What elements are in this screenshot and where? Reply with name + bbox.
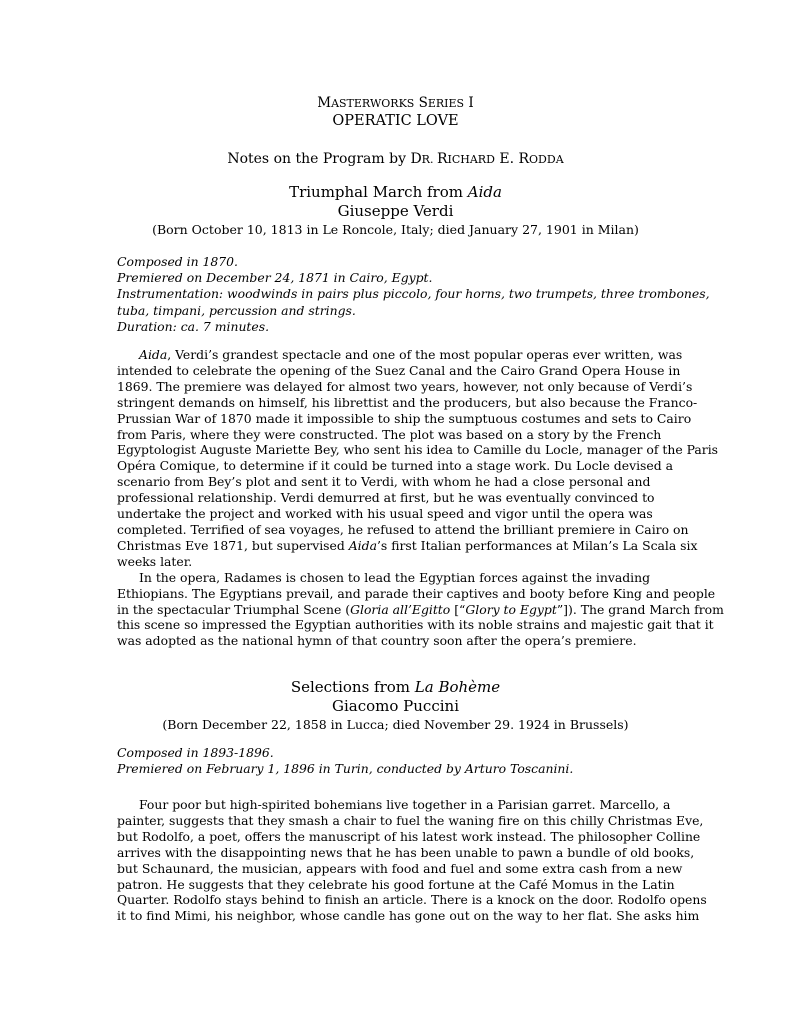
text-line: was adopted as the national hymn of that country soon after the opera’s premiere. — [117, 633, 637, 649]
text-line: undertake the project and worked with his usual speed and vigor until the opera was — [117, 506, 653, 522]
text-line: intended to celebrate the opening of the Suez Canal and the Cairo Grand Opera House in — [117, 362, 681, 378]
text-line: patron. He suggests that they celebrate his good fortune at the Café Momus in the Latin — [117, 876, 675, 892]
fact-line: Duration: ca. 7 minutes. — [117, 318, 270, 334]
composer-name: Giacomo Puccini — [332, 697, 459, 715]
text-line: completed. Terrified of sea voyages, he refused to attend the brilliant premiere in Cairo on — [117, 521, 689, 537]
fact-line: Composed in 1870. — [117, 254, 238, 269]
piece-heading-aida — [0, 182, 791, 238]
text-line: Ethiopians. The Egyptians prevail, and parade their captives and booty before King and people — [117, 585, 716, 601]
text-line: but Rodolfo, a poet, offers the manuscript of his latest work instead. The philosopher Colline — [117, 828, 701, 844]
fact-line: Instrumentation: woodwinds in pairs plus piccolo, four horns, two trumpets, three trombones, — [117, 286, 710, 302]
text-line: Aida, Verdi’s grandest spectacle and one of the most popular operas ever written, was — [139, 347, 683, 362]
composer-name: Giuseppe Verdi — [337, 202, 454, 220]
piece-title: Selections from La Bohème — [290, 678, 501, 696]
text-line: 1869. The premiere was delayed for almost two years, however, not only because of Verdi’s — [117, 378, 693, 394]
text-line: but Schaunard, the musician, appears with food and fuel and some extra cash from a new — [117, 860, 683, 876]
piece-facts-boheme — [117, 745, 717, 777]
text-line: weeks later. — [117, 553, 193, 569]
piece-title: Triumphal March from Aida — [289, 183, 502, 201]
text-line: from Paris, where they were constructed. The plot was based on a story by the French — [117, 426, 662, 442]
text-line: Egyptologist Auguste Mariette Bey, who sent his idea to Camille du Locle, manager of the Paris — [117, 442, 719, 458]
text-line: it to find Mimi, his neighbor, whose candle has gone out on the way to her flat. She asks him — [117, 908, 700, 924]
text-line: stringent demands on himself, his librettist and the producers, but also because the Franco- — [117, 394, 698, 410]
text-line: Christmas Eve 1871, but supervised Aida’s first Italian performances at Milan’s La Scala six — [117, 537, 698, 553]
text-line: in the spectacular Triumphal Scene (Gloria all’Egitto [“Glory to Egypt”]). The grand March from — [117, 601, 724, 617]
text-line: scenario from Bey’s plot and sent it to Verdi, with whom he had a close personal and — [117, 474, 651, 490]
concert-title: OPERATIC LOVE — [332, 113, 459, 129]
fact-line: Composed in 1893-1896. — [117, 745, 274, 760]
composer-dates: (Born December 22, 1858 in Lucca; died November 29. 1924 in Brussels) — [162, 717, 629, 732]
fact-line: Premiered on December 24, 1871 in Cairo, Egypt. — [117, 270, 433, 286]
text-line: this scene so impressed the Egyptian authorities with its noble strains and majestic gait that it — [117, 617, 714, 633]
fact-line: Premiered on February 1, 1896 in Turin, conducted by Arturo Toscanini. — [117, 761, 574, 777]
piece-heading-boheme — [0, 677, 791, 733]
text-line: In the opera, Radames is chosen to lead the Egyptian forces against the invading — [139, 569, 651, 585]
series-heading: MASTERWORKS SERIES I — [317, 95, 474, 111]
piece-facts-aida — [117, 254, 717, 335]
composer-dates: (Born October 10, 1813 in Le Roncole, Italy; died January 27, 1901 in Milan) — [152, 222, 639, 237]
text-line: painter, suggests that they smash a chair to fuel the waning fire on this chilly Christmas Eve, — [117, 812, 704, 828]
text-line: Prussian War of 1870 made it impossible to ship the sumptuous costumes and sets to Cairo — [117, 410, 692, 426]
text-line: Opéra Comique, to determine if it could be turned into a stage work. Du Locle devised a — [117, 458, 673, 474]
text-line: Quarter. Rodolfo stays behind to finish an article. There is a knock on the door. Rodolfo opens — [117, 892, 707, 908]
program-note-aida — [117, 347, 725, 649]
program-note-boheme — [117, 797, 725, 924]
text-line: Four poor but high-spirited bohemians live together in a Parisian garret. Marcello, a — [139, 797, 671, 812]
fact-line: tuba, timpani, percussion and strings. — [117, 302, 356, 318]
program-notes-byline: Notes on the Program by DR. RICHARD E. RODDA — [227, 151, 564, 167]
text-line: arrives with the disappointing news that he has been unable to pawn a bundle of old books, — [117, 844, 695, 860]
text-line: professional relationship. Verdi demurred at first, but he was eventually convinced to — [117, 490, 655, 506]
